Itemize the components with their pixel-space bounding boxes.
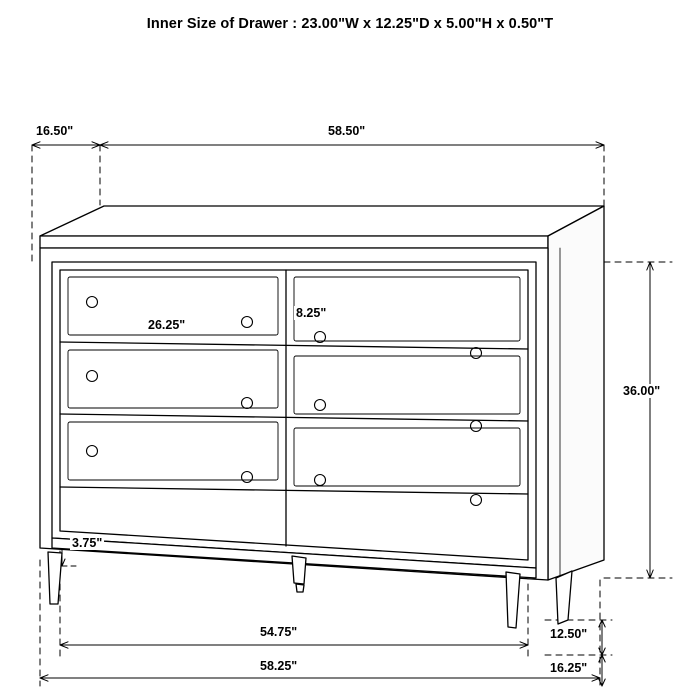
page-title: Inner Size of Drawer : 23.00"W x 12.25"D x 5.00"H x 0.50"T (146, 16, 554, 32)
dim-label-width-top: 58.50" (328, 124, 366, 138)
dim-label-leg-height: 3.75" (72, 536, 103, 550)
dim-label-drawer-wide: 26.25" (148, 318, 186, 332)
dim-label-drawer-narrow: 8.25" (296, 306, 327, 320)
dim-label-base-depth-inner: 12.50" (550, 627, 588, 641)
dim-label-base-depth-outer: 16.25" (550, 661, 588, 675)
dim-label-base-outer-width: 58.25" (260, 659, 298, 673)
dim-label-height-right: 36.00" (623, 384, 661, 398)
dim-label-depth-top-left: 16.50" (36, 124, 74, 138)
dim-label-base-inner-width: 54.75" (260, 625, 298, 639)
